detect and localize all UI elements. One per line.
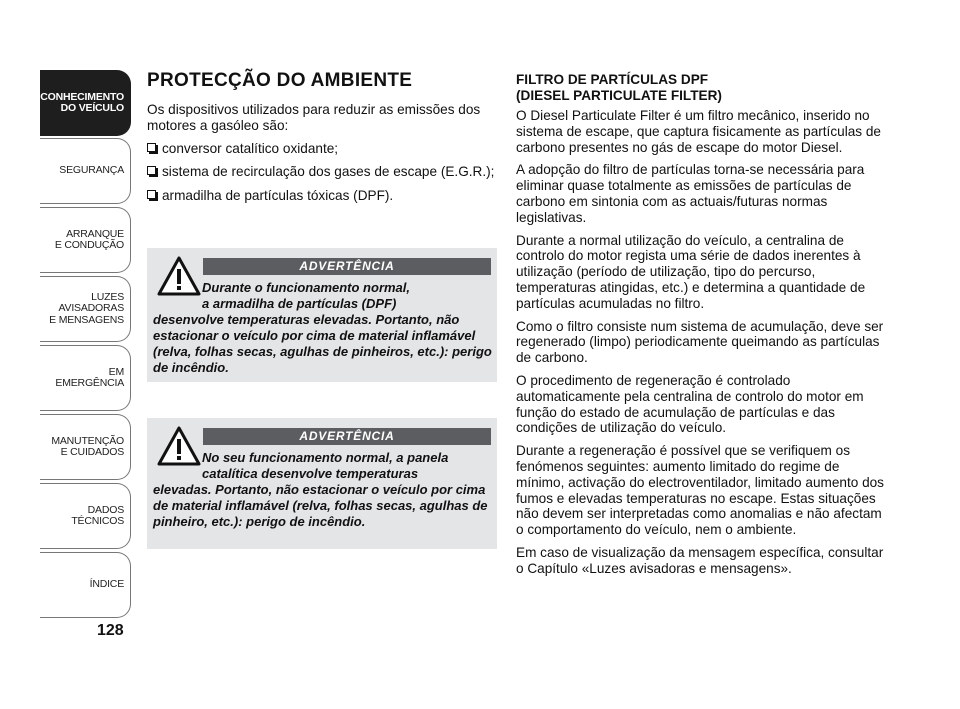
- chapter-tabs: [40, 70, 133, 620]
- left-column: [147, 70, 497, 212]
- warning-box-catalyst: [147, 418, 497, 549]
- paragraph: A adopção do filtro de partículas torna-se necessária para eliminar quase totalmente as emissões de partículas de carbono em sintonia com as actuais/futuras normas legislativas.: [516, 162, 865, 225]
- warning-text: Durante o funcionamento normal, a armadilha de partículas (DPF) desenvolve temperaturas elevadas. Portanto, não estacionar o veículo por cima de material inflamável (relva, folhas secas, agulhas de pinheiros, etc.): perigo de incêndio.: [153, 280, 492, 375]
- device-list: [147, 141, 497, 204]
- tab-dados-tecnicos[interactable]: DADOS TÉCNICOS: [40, 483, 131, 549]
- tab-luzes-avisadoras[interactable]: LUZES AVISADORAS E MENSAGENS: [40, 276, 131, 342]
- checkbox-bullet-icon: [147, 166, 156, 175]
- checkbox-bullet-icon: [147, 143, 156, 152]
- dpf-heading: FILTRO DE PARTÍCULAS DPF (DIESEL PARTICULATE FILTER): [516, 72, 722, 103]
- warning-label: ADVERTÊNCIA: [203, 258, 491, 275]
- tab-conhecimento-do-veiculo[interactable]: CONHECIMENTO DO VEÍCULO: [40, 70, 131, 136]
- paragraph: Como o filtro consiste num sistema de acumulação, deve ser regenerado (limpo) periodicamente queimando as partículas de carbono.: [516, 318, 884, 366]
- paragraph: Em caso de visualização da mensagem específica, consultar o Capítulo «Luzes avisadoras e mensagens».: [516, 544, 884, 576]
- paragraph: O Diesel Particulate Filter é um filtro mecânico, inserido no sistema de escape, que captura fisicamente as partículas de carbono presentes no gás de escape do motor Diesel.: [516, 108, 881, 155]
- warning-text: No seu funcionamento normal, a panela catalítica desenvolve temperaturas elevadas. Portanto, não estacionar o veículo por cima de material inflamável (relva, folhas secas, agulhas de pinheiro, etc.): perigo de incêndio.: [153, 450, 488, 529]
- paragraph: O procedimento de regeneração é controlado automaticamente pela centralina de controlo do motor em função do estado de acumulação de partículas e das condições de utilização do veículo.: [516, 372, 864, 436]
- tab-manutencao-e-cuidados[interactable]: MANUTENÇÃO E CUIDADOS: [40, 414, 131, 480]
- list-item: armadilha de partículas tóxicas (DPF).: [147, 188, 497, 204]
- intro-text: Os dispositivos utilizados para reduzir as emissões dos motores a gasóleo são:: [147, 102, 481, 133]
- right-column: [516, 72, 886, 584]
- tab-arranque-e-conducao[interactable]: ARRANQUE E CONDUÇÃO: [40, 207, 131, 273]
- page-number: 128: [97, 622, 124, 639]
- checkbox-bullet-icon: [147, 190, 156, 199]
- tab-seguranca[interactable]: SEGURANÇA: [40, 138, 131, 204]
- paragraph: Durante a regeneração é possível que se verifiquem os fenómenos seguintes: aumento limitado do regime de mínimo, activação do electroventilador, limitado aumento dos fumos e elevadas temperaturas no escape. Estas situações não devem ser interpretadas como anomalias e não afectam o comportamento do veículo, nem o ambiente.: [516, 443, 884, 538]
- section-title: PROTECÇÃO DO AMBIENTE: [147, 70, 413, 91]
- tab-em-emergencia[interactable]: EM EMERGÊNCIA: [40, 345, 131, 411]
- warning-label: ADVERTÊNCIA: [203, 428, 491, 445]
- tab-indice[interactable]: ÍNDICE: [40, 552, 131, 618]
- list-item: sistema de recirculação dos gases de escape (E.G.R.);: [147, 164, 497, 180]
- warning-box-dpf: [147, 248, 497, 382]
- paragraph: Durante a normal utilização do veículo, a centralina de controlo do motor regista uma série de dados inerentes à utilização (período de utilização, tipo do percurso, temperaturas atingidas, etc.) e determina a quantidade de partículas acumuladas no filtro.: [516, 232, 866, 311]
- list-item: conversor catalítico oxidante;: [147, 141, 497, 157]
